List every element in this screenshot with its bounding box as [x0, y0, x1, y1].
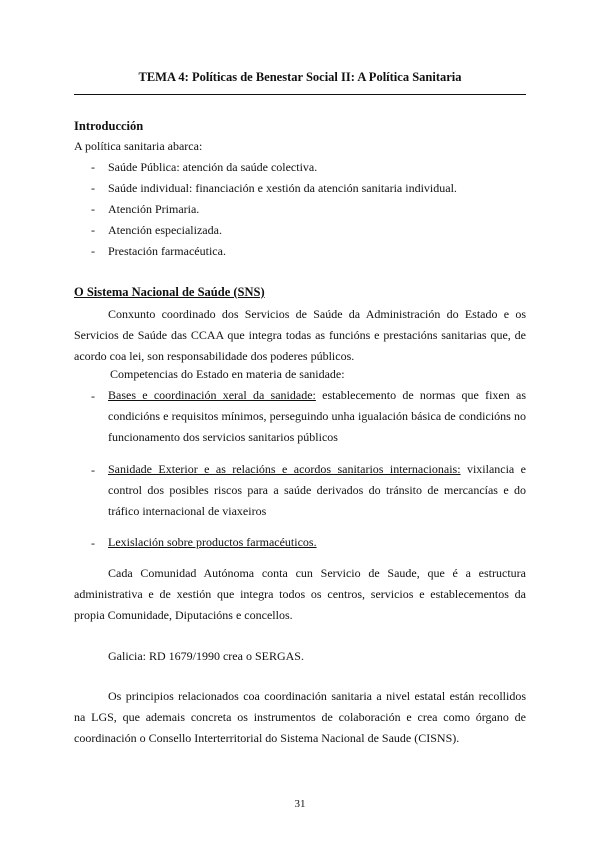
ccaa-paragraph: Cada Comunidad Autónoma conta cun Servicio de Saude, que é a estructura administrativa e de xestión que integra todos os centros, servicios e establecementos da propia Comunidade, Diputacións e concellos. — [74, 566, 526, 622]
intro-list-item: Atención especializada. — [108, 223, 222, 237]
competencia-item — [108, 532, 526, 553]
competencia-title: Lexislación sobre productos farmacéuticos. — [108, 535, 317, 549]
header-divider — [74, 94, 526, 95]
galicia-note: Galicia: RD 1679/1990 crea o SERGAS. — [108, 649, 304, 663]
dash-bullet: - — [91, 463, 95, 477]
dash-bullet: - — [91, 202, 95, 216]
competencias-lead: Competencias do Estado en materia de sanidade: — [110, 367, 345, 381]
competencia-item — [108, 385, 526, 448]
intro-lead: A política sanitaria abarca: — [74, 139, 203, 153]
dash-bullet: - — [91, 244, 95, 258]
coordination-paragraph: Os principios relacionados coa coordinación sanitaria a nivel estatal están recollidos na LGS, que ademais concreta os instrumentos de colaboración e crea como órgano de coordinación o Consello Interterritorial do Sistema Nacional de Saude (CISNS). — [74, 689, 526, 745]
dash-bullet: - — [91, 181, 95, 195]
intro-list-item: Saúde Pública: atención da saúde colectiva. — [108, 160, 318, 174]
section-heading-intro: Introducción — [74, 119, 144, 133]
dash-bullet: - — [91, 389, 95, 403]
dash-bullet: - — [91, 160, 95, 174]
dash-bullet: - — [91, 223, 95, 237]
competencia-title: Bases e coordinación xeral da sanidade: — [108, 388, 316, 402]
sns-definition-paragraph: Conxunto coordinado dos Servicios de Saúde da Administración do Estado e os Servicios de Saúde das CCAA que integra todas as funcións e prestacións sanitarias que, de acordo coa lei, son responsabilidade dos poderes públicos. — [74, 307, 526, 363]
competencia-title: Sanidade Exterior e as relacións e acordos sanitarios internacionais: — [108, 462, 461, 476]
intro-list-item: Prestación farmacéutica. — [108, 244, 226, 258]
chapter-title: TEMA 4: Políticas de Benestar Social II: A Política Sanitaria — [138, 70, 462, 84]
section-heading-sns: O Sistema Nacional de Saúde (SNS) — [74, 285, 265, 299]
competencia-text: establecemento de normas que fixen as condicións e requisitos mínimos, perseguindo unha igualación básica de condicións no funcionamento dos servicios sanitarios públicos — [108, 388, 527, 444]
page-number: 31 — [294, 798, 306, 810]
dash-bullet: - — [91, 536, 95, 550]
intro-list-item: Atención Primaria. — [108, 202, 200, 216]
intro-list-item: Saúde individual: financiación e xestión da atención sanitaria individual. — [108, 181, 457, 195]
competencia-text: vixilancia e control dos posibles riscos para a saúde derivados do tránsito de mercancías e do tráfico internacional de viaxeiros — [108, 462, 526, 518]
competencia-item — [108, 459, 526, 522]
